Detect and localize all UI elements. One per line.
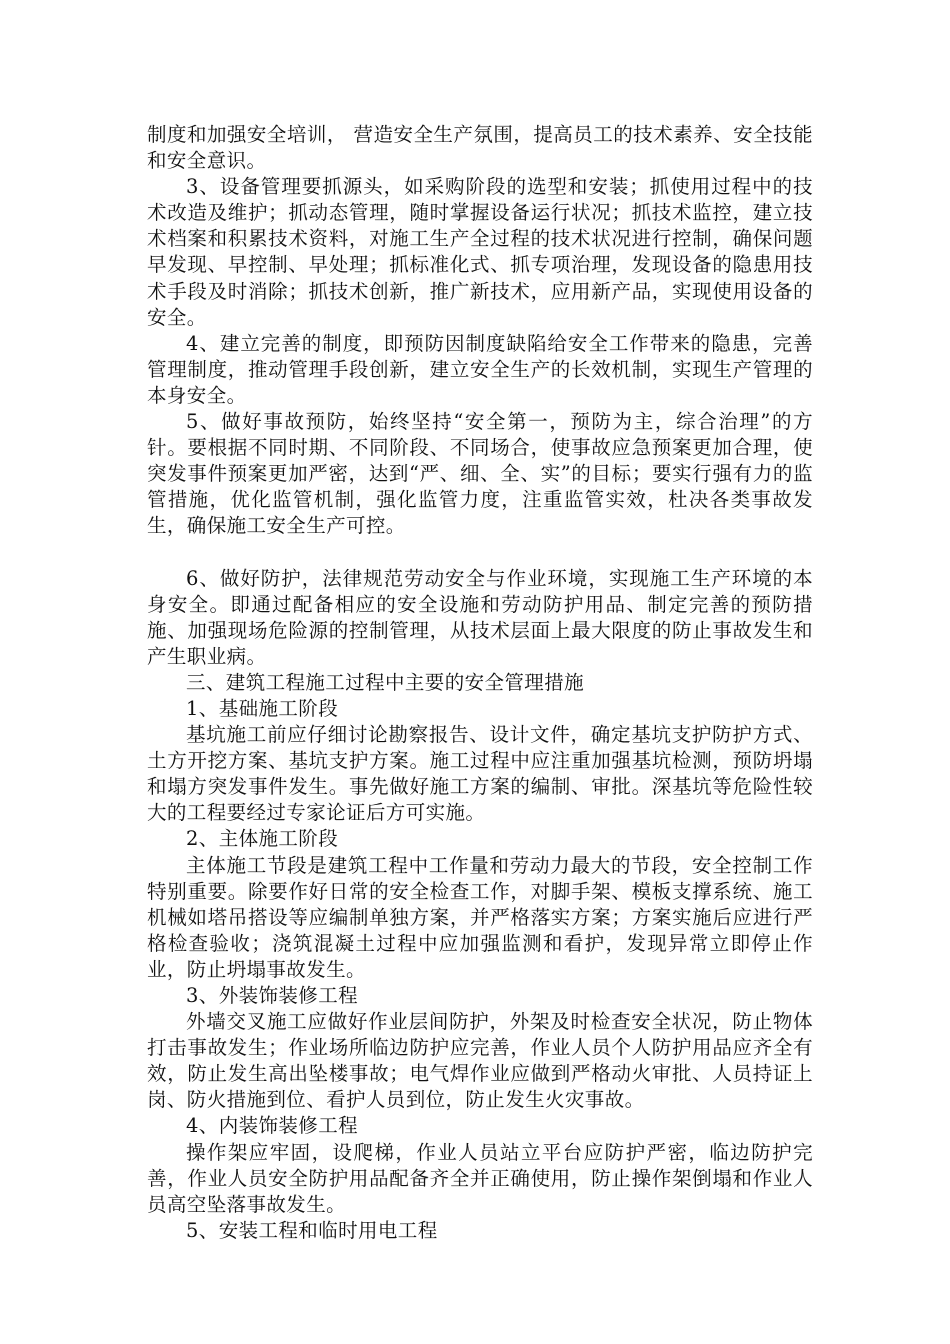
paragraph-protection: 6、做好防护，法律规范劳动安全与作业环境，实现施工生产环境的本身安全。即通过配备相应的安全设施和劳动防护用品、制定完善的预防措施、加强现场危险源的控制管理，从技术层面上最大限度的防止事故发生和产生职业病。 — [147, 566, 813, 668]
paragraph-accident-prevention: 5、做好事故预防，始终坚持“安全第一，预防为主，综合治理”的方针。要根据不同时期、不同阶段、不同场合，使事故应急预案更加合理，使突发事件预案更加严密，达到“严、细、全、实”的目标；要实行强有力的监管措施，优化监管机制，强化监管力度，注重监管实效，杜决各类事故发生，确保施工安全生产可控。 — [147, 410, 813, 538]
paragraph-system-building: 4、建立完善的制度，即预防因制度缺陷给安全工作带来的隐患，完善管理制度，推动管理手段创新，建立安全生产的长效机制，实现生产管理的本身安全。 — [147, 331, 813, 407]
subheading-interior-decoration: 4、内装饰装修工程 — [186, 1114, 359, 1138]
subheading-exterior-decoration: 3、外装饰装修工程 — [186, 984, 359, 1007]
subheading-foundation-stage: 1、基础施工阶段 — [186, 696, 339, 720]
paragraph-training-continuation: 制度和加强安全培训， 营造安全生产氛围，提高员工的技术素养、安全技能和安全意识。 — [147, 123, 813, 173]
paragraph-exterior-decoration: 外墙交叉施工应做好作业层间防护，外架及时检查安全状况，防止物体打击事故发生；作业场所临边防护应完善，作业人员个人防护用品应齐全有效，防止发生高出坠楼事故；电气焊作业应做到严格动火审批、人员持证上岗、防火措施到位、看护人员到位，防止发生火灾事故。 — [147, 1010, 813, 1112]
subheading-installation-temporary-power: 5、安装工程和临时用电工程 — [186, 1218, 438, 1242]
paragraph-main-structure-stage: 主体施工节段是建筑工程中工作量和劳动力最大的节段，安全控制工作特别重要。除要作好日常的安全检查工作，对脚手架、模板支撑系统、施工机械如塔吊搭设等应编制单独方案，并严格落实方案；方案实施后应进行严格检查验收；浇筑混凝土过程中应加强监测和看护，发现异常立即停止作业，防止坍塌事故发生。 — [147, 853, 813, 981]
document-page — [147, 122, 813, 1244]
subheading-main-structure-stage: 2、主体施工阶段 — [186, 827, 339, 851]
paragraph-interior-decoration: 操作架应牢固，设爬梯，作业人员站立平台应防护严密，临边防护完善，作业人员安全防护用品配备齐全并正确使用，防止操作架倒塌和作业人员高空坠落事故发生。 — [147, 1140, 813, 1216]
section-heading-safety-measures: 三、建筑工程施工过程中主要的安全管理措施 — [186, 670, 585, 694]
paragraph-equipment-management: 3、设备管理要抓源头，如采购阶段的选型和安装；抓使用过程中的技术改造及维护；抓动态管理，随时掌握设备运行状况；抓技术监控，建立技术档案和积累技术资料，对施工生产全过程的技术状况进行控制，确保问题早发现、早控制、早处理；抓标准化式、抓专项治理，发现设备的隐患用技术手段及时消除；抓技术创新，推广新技术，应用新产品，实现使用设备的安全。 — [147, 175, 813, 329]
paragraph-foundation-stage: 基坑施工前应仔细讨论勘察报告、设计文件，确定基坑支护防护方式、土方开挖方案、基坑支护方案。施工过程中应注重加强基坑检测，预防坍塌和塌方突发事件发生。事先做好施工方案的编制、审批。深基坑等危险性较大的工程要经过专家论证后方可实施。 — [147, 723, 813, 825]
